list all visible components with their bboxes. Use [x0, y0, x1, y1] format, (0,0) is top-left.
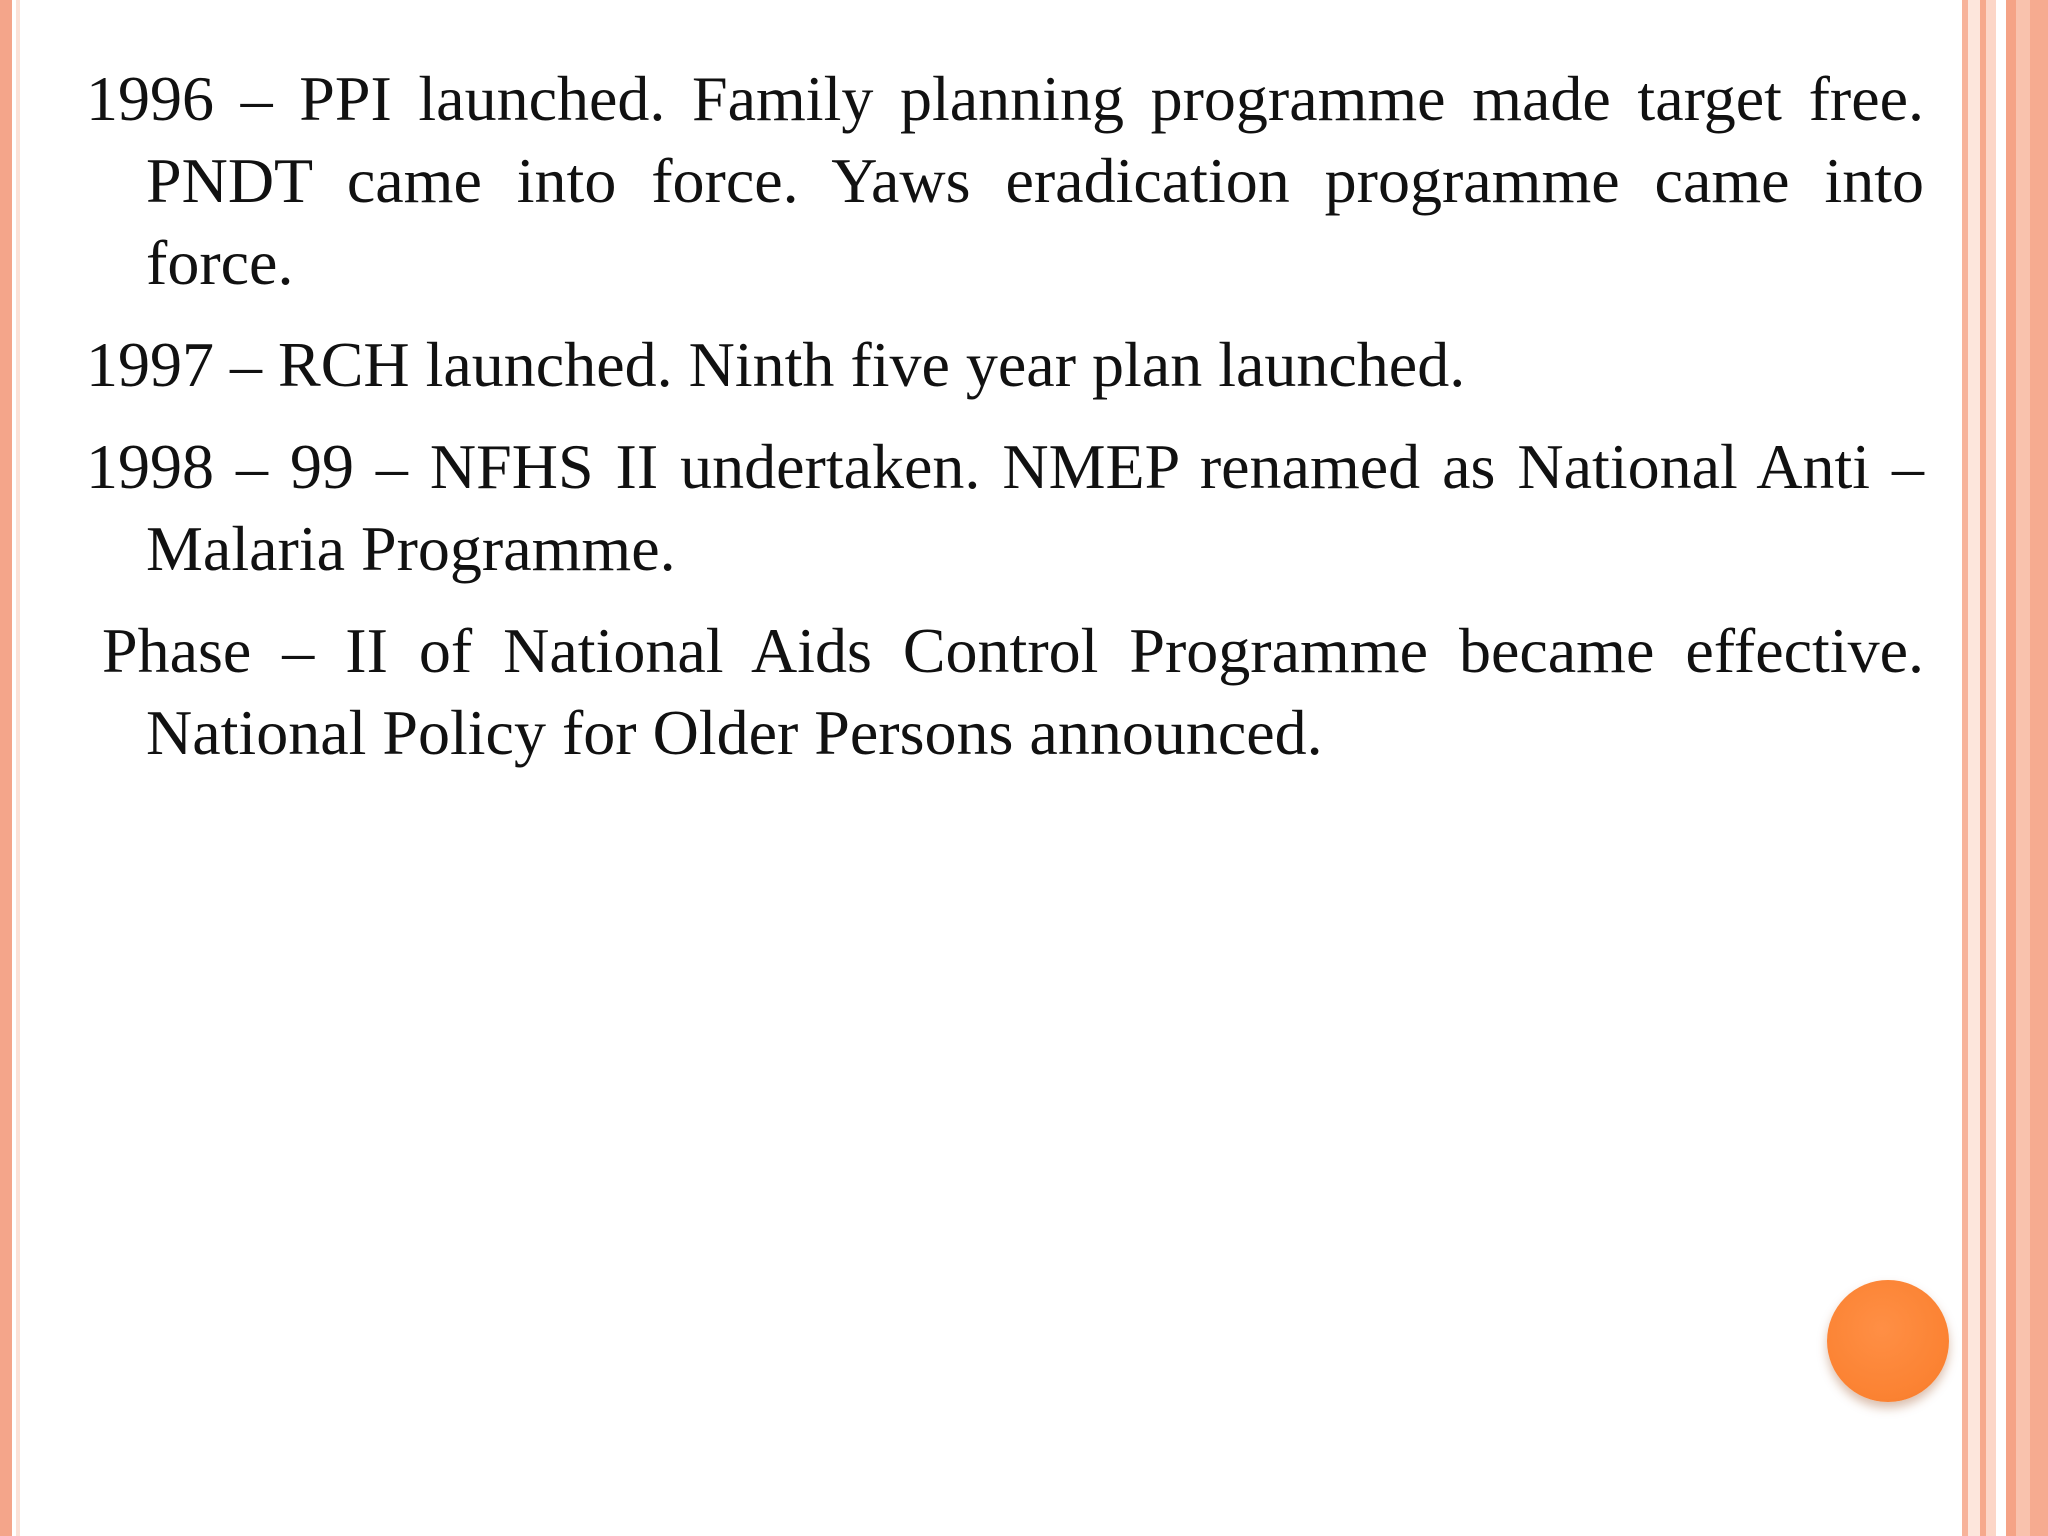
paragraph-1997: 1997 – RCH launched. Ninth five year plan launched.	[86, 329, 1466, 400]
left-border-decoration	[0, 0, 12, 1536]
paragraph-1998-99: 1998 – 99 – NFHS II undertaken. NMEP renamed as National Anti – Malaria Programme.	[86, 431, 1924, 584]
slide-body	[86, 58, 1924, 794]
paragraph-phase-ii: Phase – II of National Aids Control Programme became effective. National Policy for Older Persons announced.	[102, 615, 1924, 768]
orange-circle-decoration	[1827, 1280, 1949, 1402]
right-stripes-decoration	[1956, 0, 2048, 1536]
left-border-inner-decoration	[16, 0, 20, 1536]
paragraph-1996: 1996 – PPI launched. Family planning programme made target free. PNDT came into force. Yaws eradication programme came into force.	[86, 63, 1924, 298]
